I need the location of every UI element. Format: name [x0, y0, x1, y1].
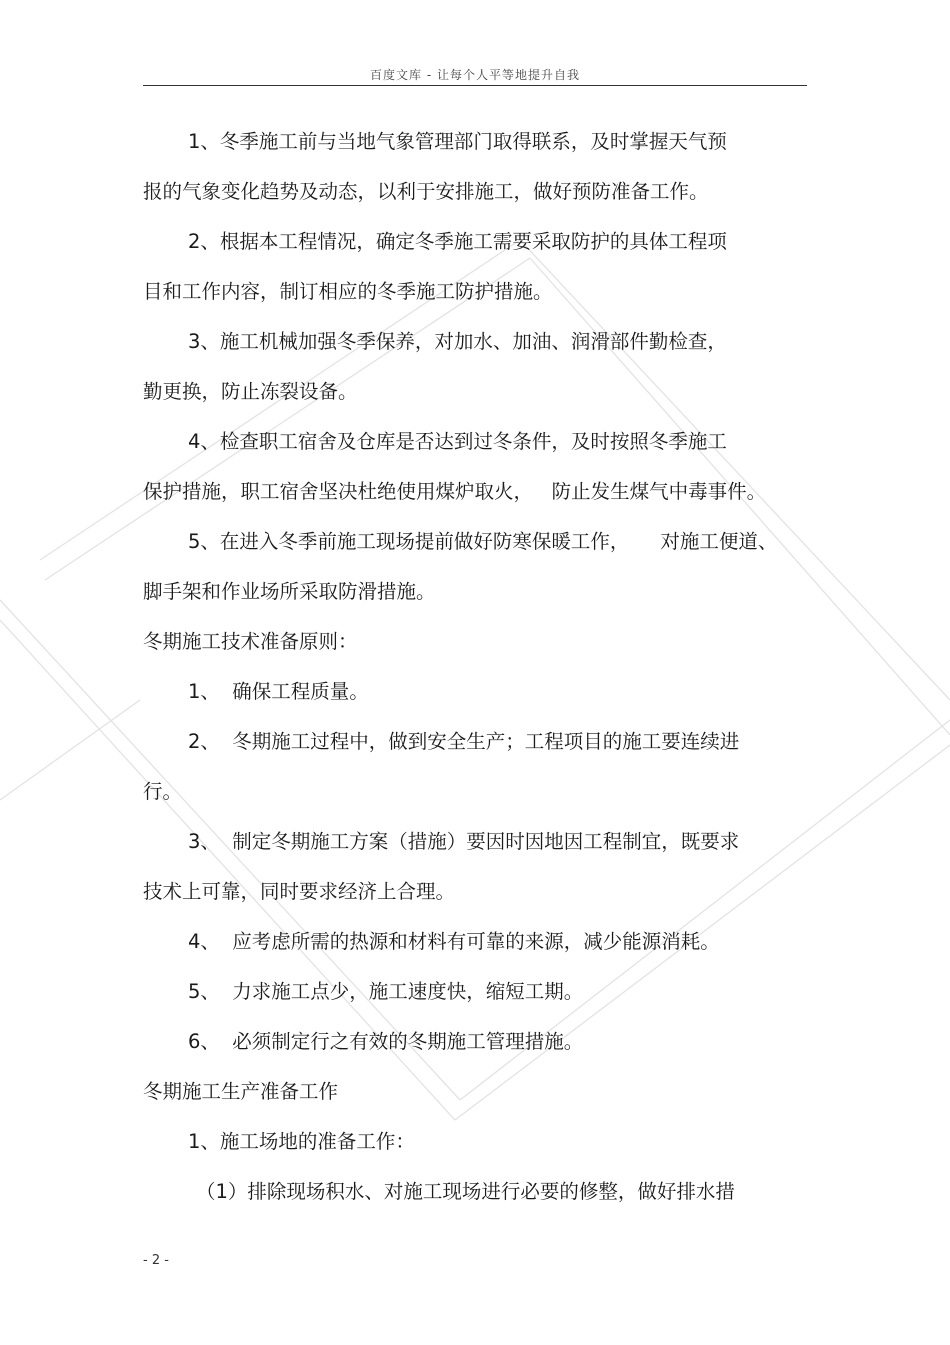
- body-line: 4、 应考虑所需的热源和材料有可靠的来源，减少能源消耗。: [188, 930, 720, 953]
- body-line: 技术上可靠，同时要求经济上合理。: [143, 880, 456, 903]
- body-line: 保护措施，职工宿舍坚决杜绝使用煤炉取火， 防止发生煤气中毒事件。: [143, 480, 767, 503]
- body-line: 3、 制定冬期施工方案（措施）要因时因地因工程制宜，既要求: [188, 830, 740, 853]
- body-line: 行。: [143, 780, 183, 803]
- body-line: 3、施工机械加强冬季保养，对加水、加油、润滑部件勤检查，: [188, 330, 727, 353]
- body-line: 1、施工场地的准备工作：: [188, 1130, 415, 1153]
- body-line: 报的气象变化趋势及动态，以利于安排施工，做好预防准备工作。: [143, 180, 709, 203]
- body-line: 2、 冬期施工过程中，做到安全生产；工程项目的施工要连续进: [188, 730, 740, 753]
- body-line: 6、 必须制定行之有效的冬期施工管理措施。: [188, 1030, 584, 1053]
- section-heading: 冬期施工生产准备工作: [143, 1080, 339, 1103]
- header-divider: [143, 85, 807, 86]
- body-line: 1、 确保工程质量。: [188, 680, 369, 703]
- body-line: （1）排除现场积水、对施工现场进行必要的修整，做好排水措: [196, 1180, 735, 1203]
- body-line: 1、冬季施工前与当地气象管理部门取得联系，及时掌握天气预: [188, 130, 727, 153]
- page-number: - 2 -: [143, 1253, 169, 1268]
- body-line: 4、检查职工宿舍及仓库是否达到过冬条件，及时按照冬季施工: [188, 430, 727, 453]
- section-heading: 冬期施工技术准备原则：: [143, 630, 358, 653]
- body-line: 目和工作内容，制订相应的冬季施工防护措施。: [143, 280, 553, 303]
- body-line: 脚手架和作业场所采取防滑措施。: [143, 580, 436, 603]
- body-line: 2、根据本工程情况，确定冬季施工需要采取防护的具体工程项: [188, 230, 727, 253]
- body-line: 5、在进入冬季前施工现场提前做好防寒保暖工作， 对施工便道、: [188, 530, 778, 553]
- body-line: 勤更换，防止冻裂设备。: [143, 380, 358, 403]
- page-header: 百度文库 - 让每个人平等地提升自我: [370, 68, 580, 82]
- body-line: 5、 力求施工点少，施工速度快，缩短工期。: [188, 980, 584, 1003]
